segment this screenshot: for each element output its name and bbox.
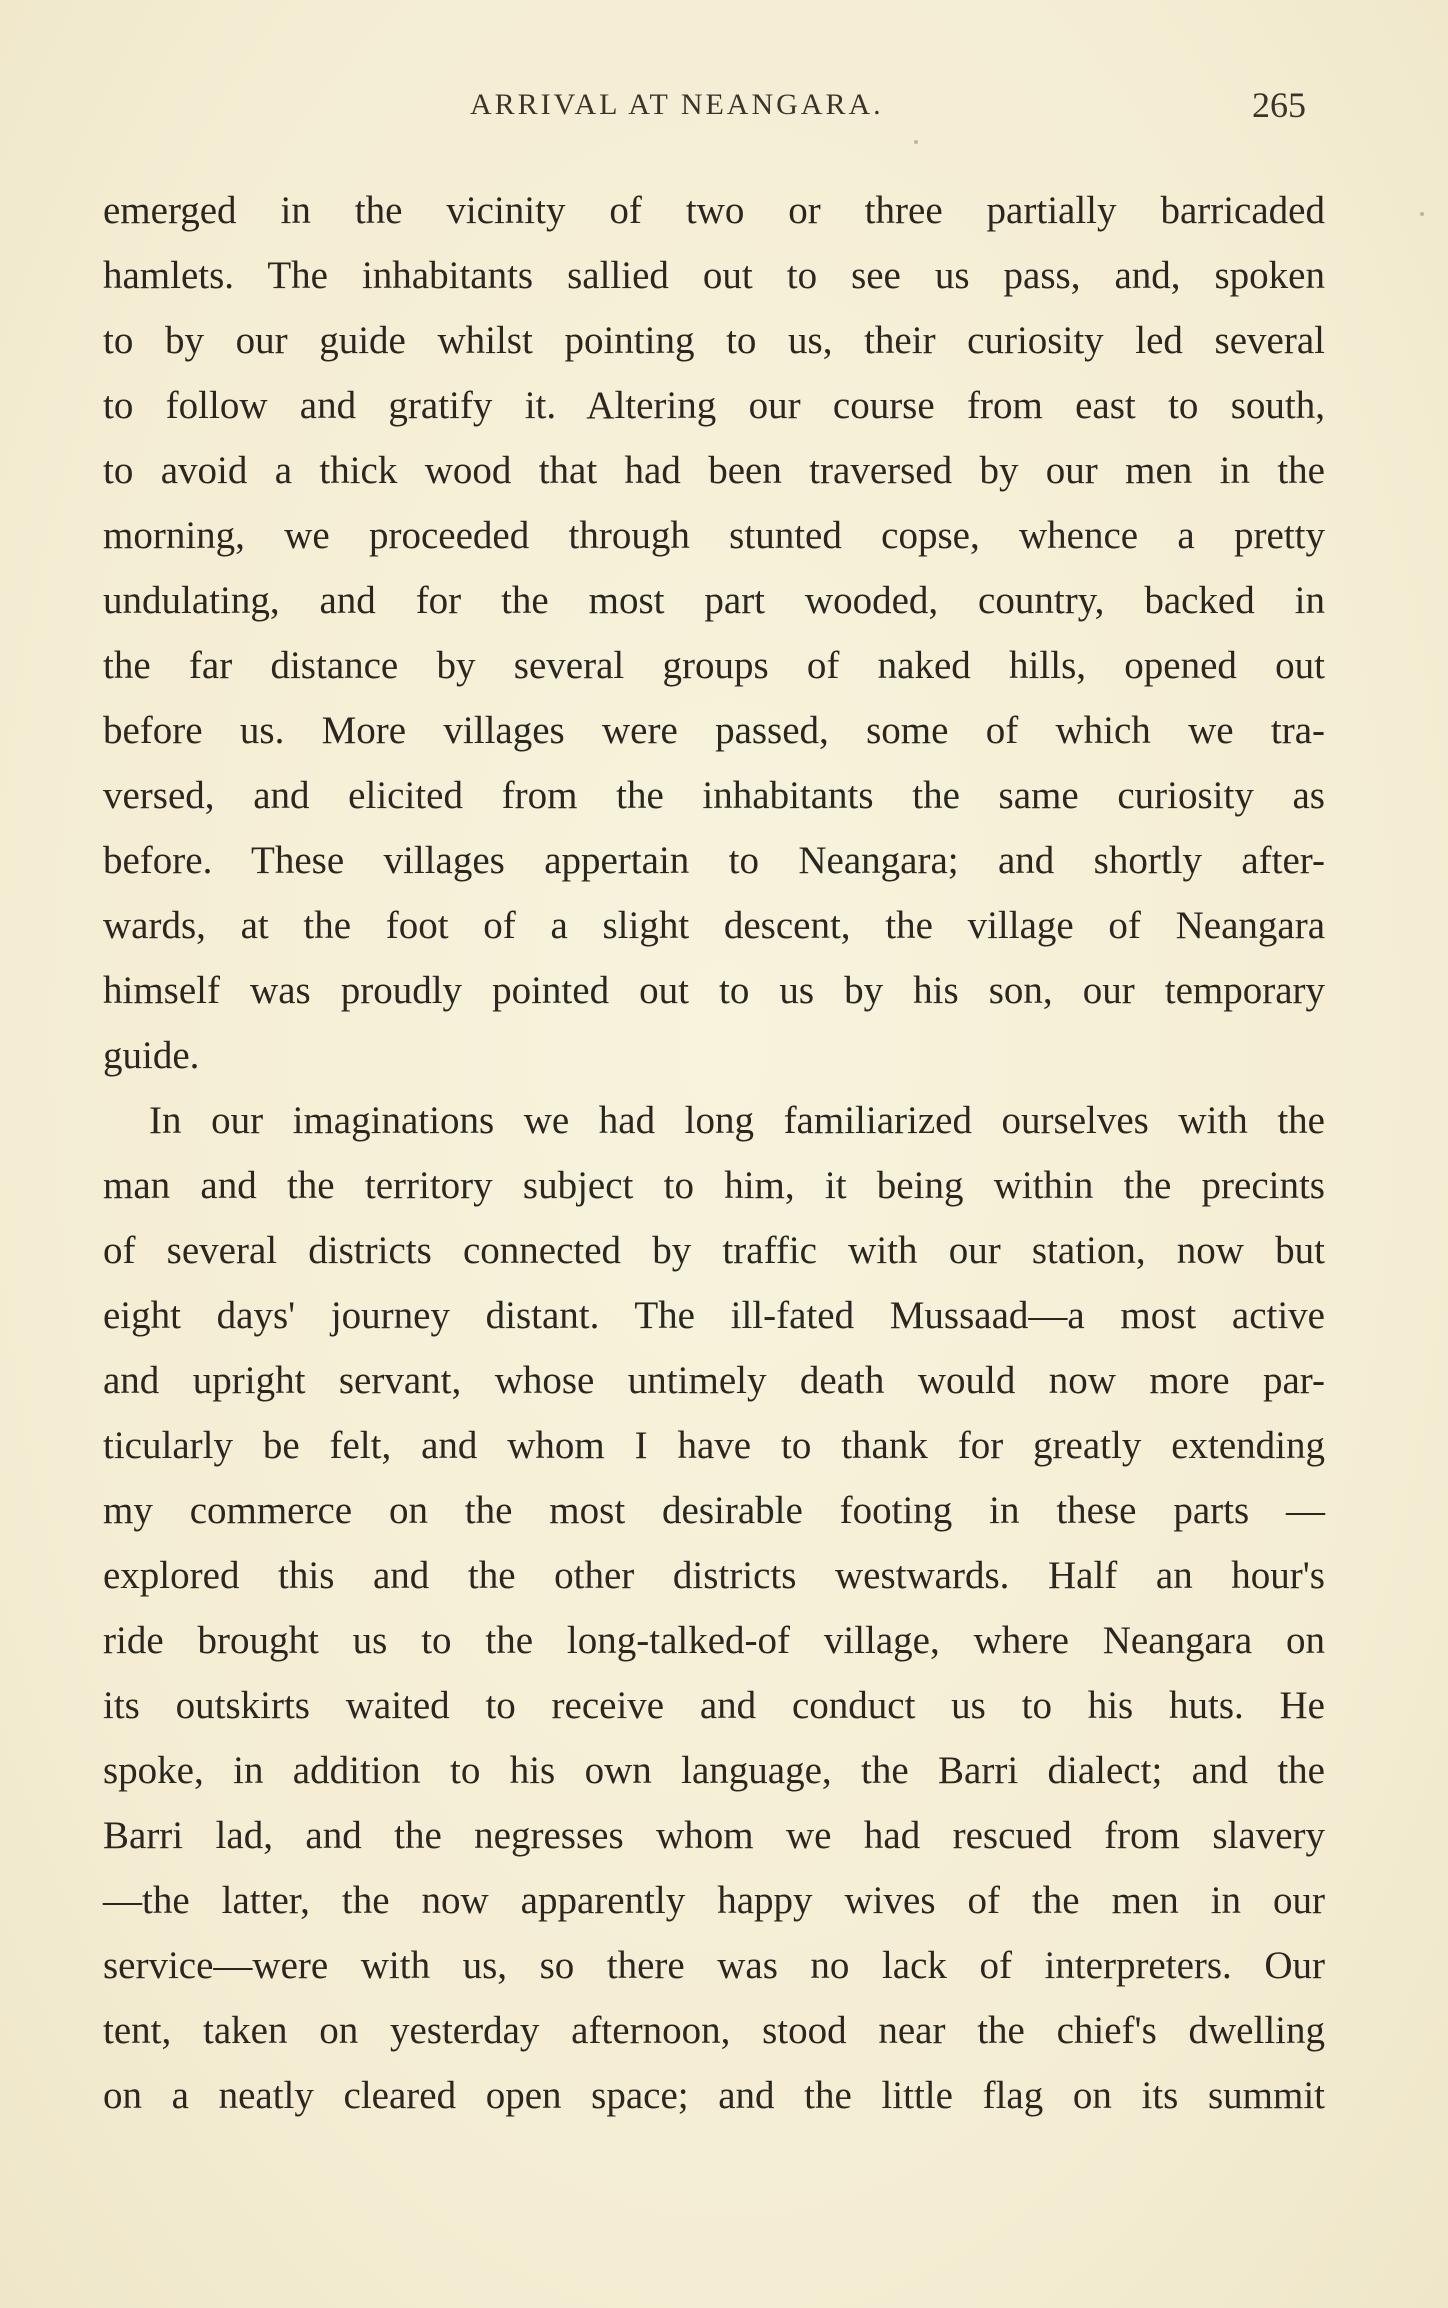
text-line: tent, taken on yesterday afternoon, stood near the chief's dwelling xyxy=(103,2009,1325,2052)
paper-speck xyxy=(914,140,918,144)
text-line: morning, we proceeded through stunted copse, whence a pretty xyxy=(103,514,1325,557)
text-line: explored this and the other districts westwards. Half an hour's xyxy=(103,1554,1325,1597)
text-line: guide. xyxy=(103,1034,200,1077)
paragraph-2 xyxy=(103,1088,1325,2128)
text-line: himself was proudly pointed out to us by his son, our temporary xyxy=(103,969,1325,1012)
paragraph-1 xyxy=(103,178,1325,1088)
running-head xyxy=(0,85,1448,128)
text-line: In our imaginations we had long familiarized ourselves with the xyxy=(149,1099,1325,1142)
text-line: the far distance by several groups of naked hills, opened out xyxy=(103,644,1325,687)
text-line: of several districts connected by traffic with our station, now but xyxy=(103,1229,1325,1272)
text-line: and upright servant, whose untimely death would now more par- xyxy=(103,1359,1325,1402)
text-line: ticularly be felt, and whom I have to thank for greatly extending xyxy=(103,1424,1325,1467)
text-line: my commerce on the most desirable footing in these parts — xyxy=(103,1489,1325,1532)
text-line: before us. More villages were passed, some of which we tra- xyxy=(103,709,1325,752)
text-line: spoke, in addition to his own language, the Barri dialect; and the xyxy=(103,1749,1325,1792)
text-line: to follow and gratify it. Altering our course from east to south, xyxy=(103,384,1325,427)
text-line: ride brought us to the long-talked-of village, where Neangara on xyxy=(103,1619,1325,1662)
text-line: on a neatly cleared open space; and the little flag on its summit xyxy=(103,2074,1325,2117)
text-line: hamlets. The inhabitants sallied out to see us pass, and, spoken xyxy=(103,254,1325,297)
text-line: undulating, and for the most part wooded, country, backed in xyxy=(103,579,1325,622)
text-line: versed, and elicited from the inhabitants the same curiosity as xyxy=(103,774,1325,817)
text-line: service—were with us, so there was no lack of interpreters. Our xyxy=(103,1944,1325,1987)
text-line: to by our guide whilst pointing to us, their curiosity led several xyxy=(103,319,1325,362)
text-line: before. These villages appertain to Neangara; and shortly after- xyxy=(103,839,1325,882)
text-line: —the latter, the now apparently happy wives of the men in our xyxy=(103,1879,1325,1922)
text-line: eight days' journey distant. The ill-fated Mussaad—a most active xyxy=(103,1294,1325,1337)
text-line: its outskirts waited to receive and conduct us to his huts. He xyxy=(103,1684,1325,1727)
text-line: man and the territory subject to him, it being within the precints xyxy=(103,1164,1325,1207)
text-line: to avoid a thick wood that had been traversed by our men in the xyxy=(103,449,1325,492)
running-title: ARRIVAL AT NEANGARA. xyxy=(470,88,884,121)
text-line: emerged in the vicinity of two or three partially barricaded xyxy=(103,189,1325,232)
body-text xyxy=(103,178,1325,2128)
page-number: 265 xyxy=(1252,85,1306,125)
paper-speck xyxy=(1420,212,1424,216)
text-line: wards, at the foot of a slight descent, the village of Neangara xyxy=(103,904,1325,947)
text-line: Barri lad, and the negresses whom we had rescued from slavery xyxy=(103,1814,1325,1857)
